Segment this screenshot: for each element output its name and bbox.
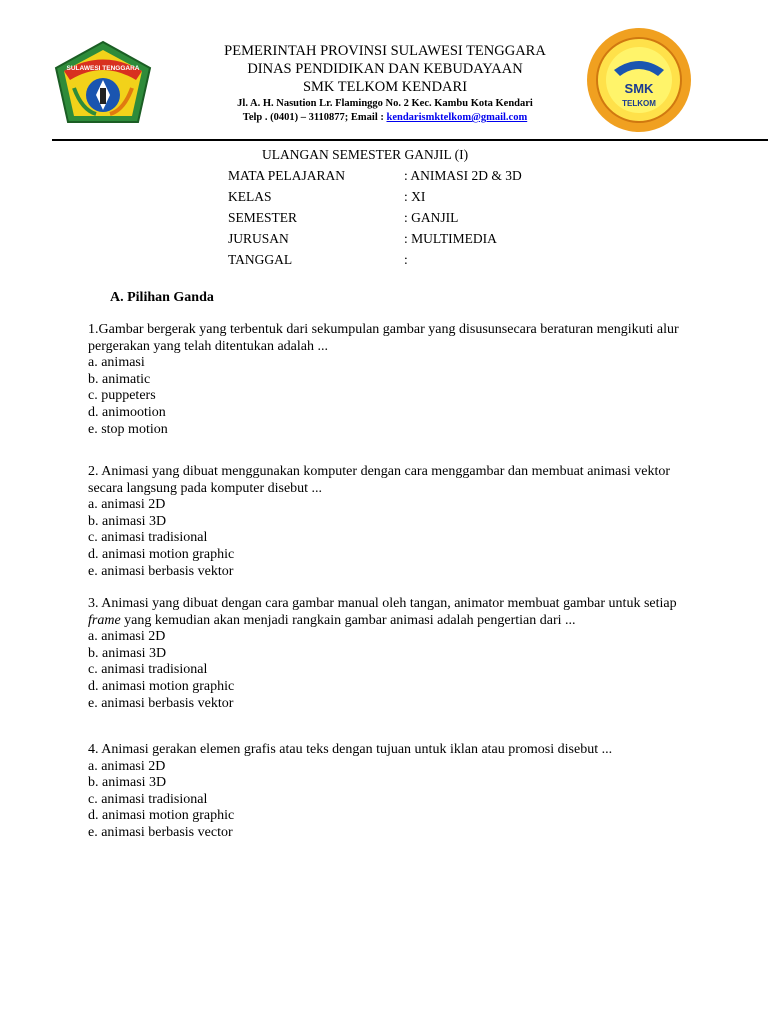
section-title: A. Pilihan Ganda [110, 290, 214, 305]
question-text: 4. Animasi gerakan elemen grafis atau teks dengan tujuan untuk iklan atau promosi disebut ... [88, 742, 613, 757]
question-text [88, 596, 708, 629]
sulawesi-tenggara-logo [52, 40, 154, 130]
option-a: a. animasi 2D [88, 497, 166, 513]
meta-value: : XI [404, 189, 426, 204]
meta-label: MATA PELAJARAN [228, 168, 346, 183]
option-a: a. animasi 2D [88, 629, 166, 645]
meta-label: JURUSAN [228, 231, 289, 246]
question-text-part: yang kemudian akan menjadi rangkain gambar animasi adalah pengertian dari ... [120, 612, 576, 628]
contact-phone: Telp . (0401) – 3110877; Email : [242, 112, 387, 123]
option-e: e. animasi berbasis vektor [88, 695, 234, 711]
question-text: 1.Gambar bergerak yang terbentuk dari sekumpulan gambar yang disusunsecara beraturan mengikuti alur pergerakan yang telah ditentukan adalah ... [88, 322, 679, 354]
question-1 [88, 322, 708, 438]
email-link[interactable]: kendarismktelkom@gmail.com [386, 112, 528, 123]
option-c: c. animasi tradisional [88, 791, 208, 807]
svg-text:TELKOM: TELKOM [622, 99, 656, 108]
option-d: d. animasi motion graphic [88, 808, 235, 824]
option-d: d. animasi motion graphic [88, 678, 235, 694]
header-government: PEMERINTAH PROVINSI SULAWESI TENGGARA [224, 43, 546, 59]
meta-value: : MULTIMEDIA [404, 231, 497, 246]
option-c: c. animasi tradisional [88, 530, 208, 546]
question-text: 2. Animasi yang dibuat menggunakan komputer dengan cara menggambar dan membuat animasi vektor secara langsung pada komputer disebut ... [88, 464, 670, 496]
option-e: e. stop motion [88, 421, 168, 437]
option-a: a. animasi 2D [88, 758, 166, 774]
smk-telkom-logo [584, 26, 694, 134]
option-c: c. animasi tradisional [88, 662, 208, 678]
option-d: d. animasi motion graphic [88, 546, 235, 562]
option-c: c. puppeters [88, 388, 156, 404]
header-school: SMK TELKOM KENDARI [302, 79, 468, 95]
question-3 [88, 596, 708, 712]
meta-label: KELAS [228, 189, 272, 204]
option-e: e. animasi berbasis vector [88, 824, 233, 840]
meta-value: : [404, 252, 408, 267]
svg-text:SULAWESI TENGGARA: SULAWESI TENGGARA [66, 65, 140, 72]
header-department: DINAS PENDIDIKAN DAN KEBUDAYAAN [247, 61, 523, 77]
header-address: Jl. A. H. Nasution Lr. Flaminggo No. 2 Kec. Kambu Kota Kendari [237, 98, 533, 109]
option-a: a. animasi [88, 355, 145, 371]
meta-value: : GANJIL [404, 210, 459, 225]
meta-label: SEMESTER [228, 210, 298, 225]
question-text-part: 3. Animasi yang dibuat dengan cara gambar manual oleh tangan, animator membuat gambar untuk setiap [88, 596, 677, 611]
header-contact [150, 110, 620, 125]
question-2 [88, 464, 708, 580]
option-b: b. animasi 3D [88, 775, 167, 791]
svg-text:SMK: SMK [624, 81, 654, 96]
option-e: e. animasi berbasis vektor [88, 563, 234, 579]
option-b: b. animasi 3D [88, 513, 167, 529]
meta-label: TANGGAL [228, 252, 293, 267]
question-4 [88, 742, 708, 842]
meta-value: : ANIMASI 2D & 3D [404, 168, 522, 183]
header-divider [52, 139, 768, 141]
option-d: d. animootion [88, 404, 166, 420]
option-b: b. animatic [88, 371, 151, 387]
option-b: b. animasi 3D [88, 645, 167, 661]
question-text-italic: frame [88, 612, 121, 628]
exam-title: ULANGAN SEMESTER GANJIL (I) [262, 147, 469, 162]
